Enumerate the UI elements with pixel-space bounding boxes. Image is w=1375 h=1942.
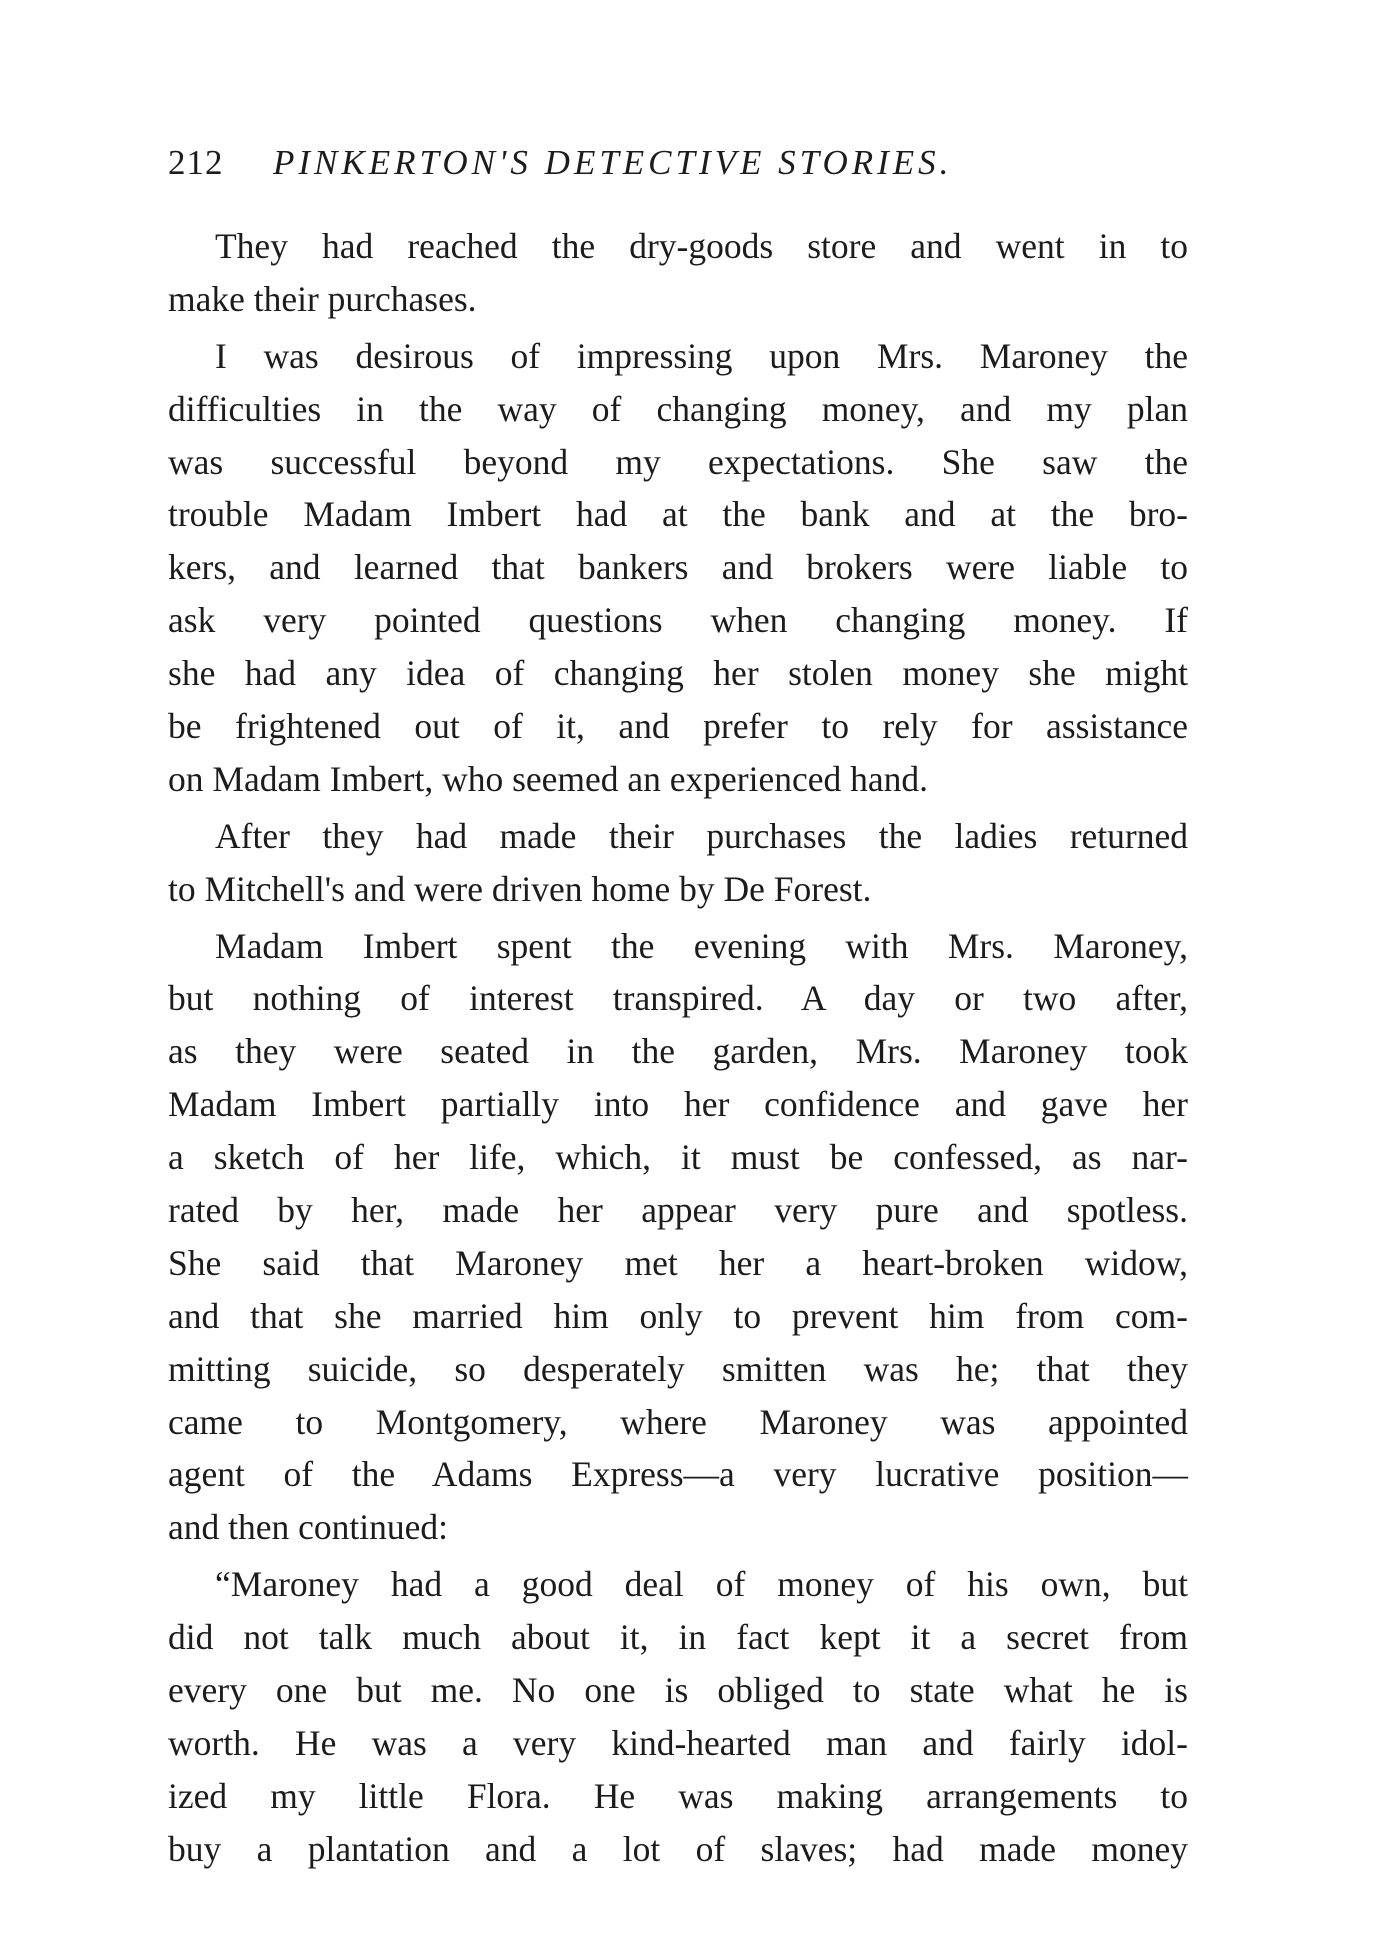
text-line: she had any idea of changing her stolen money she might bbox=[168, 653, 1188, 694]
text-line: was successful beyond my expectations. She saw the bbox=[168, 441, 1188, 482]
text-line: came to Montgomery, where Maroney was appointed bbox=[168, 1401, 1188, 1442]
paragraph bbox=[168, 330, 1188, 806]
running-title: PINKERTON'S DETECTIVE STORIES. bbox=[273, 143, 953, 182]
body-text bbox=[168, 220, 1188, 1876]
text-line: be frightened out of it, and prefer to rely for assistance bbox=[168, 706, 1188, 747]
paragraph bbox=[168, 810, 1188, 916]
text-line: ized my little Flora. He was making arrangements to bbox=[168, 1775, 1188, 1816]
text-line: trouble Madam Imbert had at the bank and at the bro- bbox=[168, 494, 1188, 535]
text-line: to Mitchell's and were driven home by De Forest. bbox=[168, 868, 872, 909]
text-line: “Maroney had a good deal of money of his own, but bbox=[215, 1564, 1188, 1605]
text-line: and then continued: bbox=[168, 1507, 448, 1548]
text-line: on Madam Imbert, who seemed an experienced hand. bbox=[168, 758, 929, 799]
text-line: Madam Imbert spent the evening with Mrs. Maroney, bbox=[215, 925, 1188, 966]
text-line: agent of the Adams Express—a very lucrative position— bbox=[168, 1454, 1188, 1495]
paragraph bbox=[168, 1558, 1188, 1875]
text-line: difficulties in the way of changing money, and my plan bbox=[168, 388, 1188, 429]
paragraph bbox=[168, 220, 1188, 326]
text-line: buy a plantation and a lot of slaves; had made money bbox=[168, 1828, 1188, 1869]
text-line: and that she married him only to prevent him from com- bbox=[168, 1295, 1188, 1336]
text-line: ask very pointed questions when changing money. If bbox=[168, 600, 1188, 641]
text-line: make their purchases. bbox=[168, 278, 477, 319]
running-head bbox=[168, 138, 1068, 188]
paragraph bbox=[168, 920, 1188, 1555]
text-line: did not talk much about it, in fact kept it a secret from bbox=[168, 1617, 1188, 1658]
text-line: rated by her, made her appear very pure and spotless. bbox=[168, 1190, 1188, 1231]
text-line: mitting suicide, so desperately smitten was he; that they bbox=[168, 1348, 1188, 1389]
text-line: After they had made their purchases the ladies returned bbox=[215, 815, 1188, 856]
text-line: as they were seated in the garden, Mrs. Maroney took bbox=[168, 1031, 1188, 1072]
text-line: They had reached the dry-goods store and went in to bbox=[215, 226, 1188, 266]
text-line: worth. He was a very kind-hearted man and fairly idol- bbox=[168, 1722, 1188, 1763]
page-number: 212 bbox=[168, 143, 224, 182]
text-line: kers, and learned that bankers and brokers were liable to bbox=[168, 547, 1188, 588]
text-line: every one but me. No one is obliged to state what he is bbox=[168, 1670, 1188, 1711]
text-line: She said that Maroney met her a heart-broken widow, bbox=[168, 1242, 1188, 1283]
text-line: Madam Imbert partially into her confidence and gave her bbox=[168, 1084, 1188, 1125]
text-line: I was desirous of impressing upon Mrs. Maroney the bbox=[215, 335, 1188, 376]
text-line: a sketch of her life, which, it must be confessed, as nar- bbox=[168, 1137, 1188, 1178]
text-line: but nothing of interest transpired. A day or two after, bbox=[168, 978, 1188, 1019]
